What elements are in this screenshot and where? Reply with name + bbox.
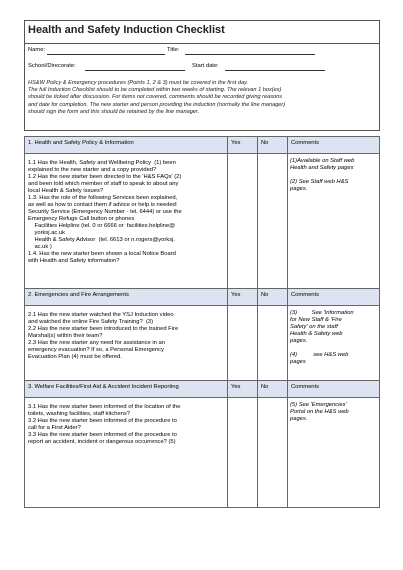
comments-cell[interactable] [288,154,380,289]
question-line: 1.2 Has the new starter been directed to the 'H&S FAQs' (2) [28,174,182,180]
comment-line: (4) see H&S web [290,352,349,358]
question-line: Security Service (Emergency Number - tel. 6444) or use the [28,209,182,215]
no-column-header: No [258,289,288,306]
yes-column-header: Yes [228,289,258,306]
no-column-header: No [258,381,288,398]
yes-checkbox-cell[interactable] [228,154,258,289]
comment-line: for New Staff & 'Fire [290,317,342,323]
school-label: School/Direcorate: [28,63,76,69]
no-checkbox-cell[interactable] [258,398,288,508]
comment-line: (2) See Staff web H&S [290,179,349,185]
section-heading: 2. Emergencies and Fire Arrangements [25,289,228,306]
title-label: Title: [167,47,180,53]
comment-line [290,345,377,352]
question-line: 2.2 Has the new starter been introduced to the trained Fire [28,326,179,332]
comment-line: pages [290,359,306,365]
question-line: 3.1 Has the new starter been informed of the location of the [28,404,181,410]
yes-column-header: Yes [228,381,258,398]
comments-cell[interactable] [288,306,380,381]
comment-line: pages. [290,338,308,344]
section-body-row [25,154,380,289]
question-line: ac.uk ) [28,244,52,250]
question-line: local Health & Safety issues? [28,188,104,194]
yes-checkbox-cell[interactable] [228,398,258,508]
question-line: Facilities Helpline (tel. 0 or 6666 or facilities.helpline@ [28,223,176,229]
question-line: 2.3 Has the new starter any need for assistance in an [28,340,165,346]
intro-line: should sign the form and this should be retained by the line manager. [28,108,200,115]
comments-cell[interactable] [288,398,380,508]
no-checkbox-cell[interactable] [258,154,288,289]
comment-line: (5) See 'Emergencies' [290,402,347,408]
question-line: explained to the new starter and a copy provided? [28,167,157,173]
start-date-field[interactable] [225,70,325,71]
question-line: toilets, washing facilities, staff kitchens? [28,411,131,417]
question-line: and been told which member of staff to speak to about any [28,181,179,187]
question-line: Evacuation Plan (4) must be offered. [28,354,122,360]
comment-line: pages. [290,186,308,192]
comment-line: Safety' on the staff [290,324,338,330]
question-line: Marshal(s) within their team? [28,333,103,339]
question-line: and watched the online Fire Safety Training? (3) [28,319,154,325]
intro-text [28,80,378,116]
yes-column-header: Yes [228,137,258,154]
yes-checkbox-cell[interactable] [228,306,258,381]
question-line: Emergency Refuge Call button or phones [28,216,135,222]
comment-line: Health & Safety web [290,331,343,337]
section-header-row [25,289,380,306]
question-line: 3.2 Has the new starter been informed of the procedure to [28,418,177,424]
question-line: 1.4. Has the new starter been shown a local Notice Board [28,251,176,257]
question-line: 2.1 Has the new starter watched the YSJ Induction video [28,312,174,318]
section-body-row [25,306,380,381]
question-line: call for a First Aider? [28,425,81,431]
section-questions [25,306,228,381]
section-heading: 1. Health and Safety Policy & Information [25,137,228,154]
header-fields [24,44,380,131]
question-line: Health & Safety Advisor (tel. 6613 or n.rogers@yorksj. [28,237,176,243]
name-field[interactable] [47,54,165,55]
start-date-label: Start date: [192,63,219,69]
comment-line: (1)Available on Staff web [290,158,355,164]
section-questions [25,398,228,508]
no-checkbox-cell[interactable] [258,306,288,381]
comments-column-header: Comments [288,289,380,306]
name-label: Name: [28,47,46,53]
comment-line: (3) See 'Information [290,310,354,316]
title-field[interactable] [185,54,315,55]
question-line: report an accident, incident or dangerous occurrence? (5) [28,439,176,445]
comment-line: Health and Safety pages [290,165,354,171]
comment-line: pages. [290,416,308,422]
intro-line: The full Induction Checklist should to be completed within two weeks of starting. The relevan 1 box(es) [28,87,282,94]
comments-column-header: Comments [288,137,380,154]
school-field[interactable] [85,70,185,71]
question-line: 1.1 Has the Health, Safety and Wellbeing Policy (1) been [28,160,176,166]
checklist-table [24,136,380,508]
comment-line: Portal on the H&S web [290,409,349,415]
question-line: 3.3 Has the new starter been informed of the procedure to [28,432,177,438]
page-title: Health and Safety Induction Checklist [28,24,225,36]
intro-line: should be ticked after discussion. For items not covered, comments should be recorded giving reasons [28,94,283,101]
section-questions [25,154,228,289]
comment-line [290,172,377,179]
title-box [24,20,380,44]
comments-column-header: Comments [288,381,380,398]
section-body-row [25,398,380,508]
question-line: with Health and Safety information? [28,258,120,264]
question-line: 1.3. Has the role of the following Services been explained, [28,195,178,201]
question-line: as well as how to contact them if advice or help is needed: [28,202,178,208]
intro-line: HS&W Policy & Emergency procedures (Points 1, 2 & 3) must be covered in the first day. [28,80,249,86]
question-line: emergency evacuation? If so, a Personal Emergency [28,347,164,353]
intro-line: and date for completion. The new starter and person providing the induction (normally the line manager) [28,101,286,108]
section-heading: 3. Welfare Facilities/First Aid & Accident Incident Reporting [25,381,228,398]
section-header-row [25,381,380,398]
question-line: yorksj.ac.uk [28,230,66,236]
section-header-row [25,137,380,154]
no-column-header: No [258,137,288,154]
